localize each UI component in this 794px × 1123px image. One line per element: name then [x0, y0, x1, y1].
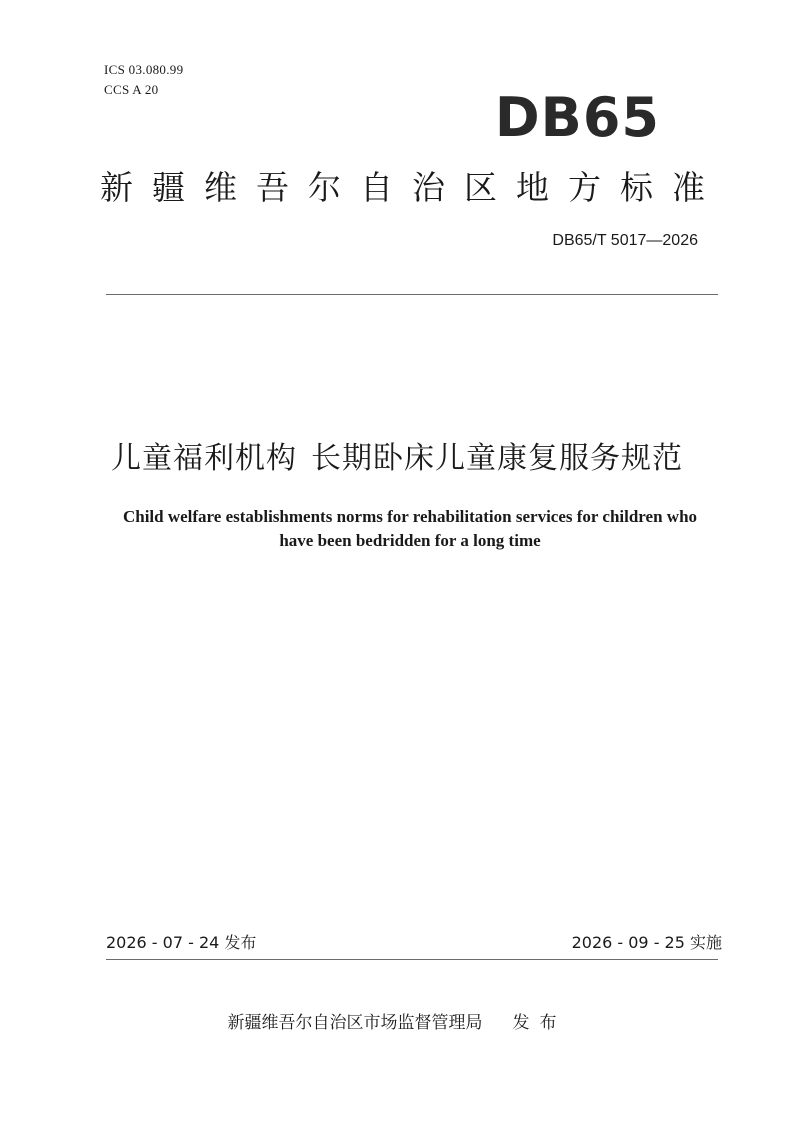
publisher-suffix: 发布 — [512, 1013, 567, 1033]
header-divider — [106, 294, 718, 295]
english-title-line1: Child welfare establishments norms for rehabilitation services for children who — [122, 507, 698, 526]
publisher — [0, 1011, 794, 1035]
ccs-code: CCS A 20 — [104, 82, 159, 97]
issue-date: 2026 - 07 - 24 发布 — [106, 933, 257, 952]
english-title — [70, 505, 750, 553]
standard-type-heading: 新疆维吾尔自治区地方标准 — [100, 168, 724, 207]
footer-divider — [106, 959, 718, 960]
implementation-date: 2026 - 09 - 25 实施 — [571, 933, 722, 952]
english-title-line2: have been bedridden for a long time — [279, 531, 541, 550]
chinese-title-part2: 长期卧床儿童康复服务规范 — [311, 441, 683, 476]
publisher-name: 新疆维吾尔自治区市场监督管理局 — [227, 1013, 483, 1033]
chinese-title-part1: 儿童福利机构 — [111, 441, 297, 476]
standard-code: DB65/T 5017—2026 — [552, 232, 698, 249]
db65-logo: DB65 — [494, 86, 660, 149]
chinese-title — [0, 438, 794, 480]
ics-code: ICS 03.080.99 — [104, 62, 184, 77]
